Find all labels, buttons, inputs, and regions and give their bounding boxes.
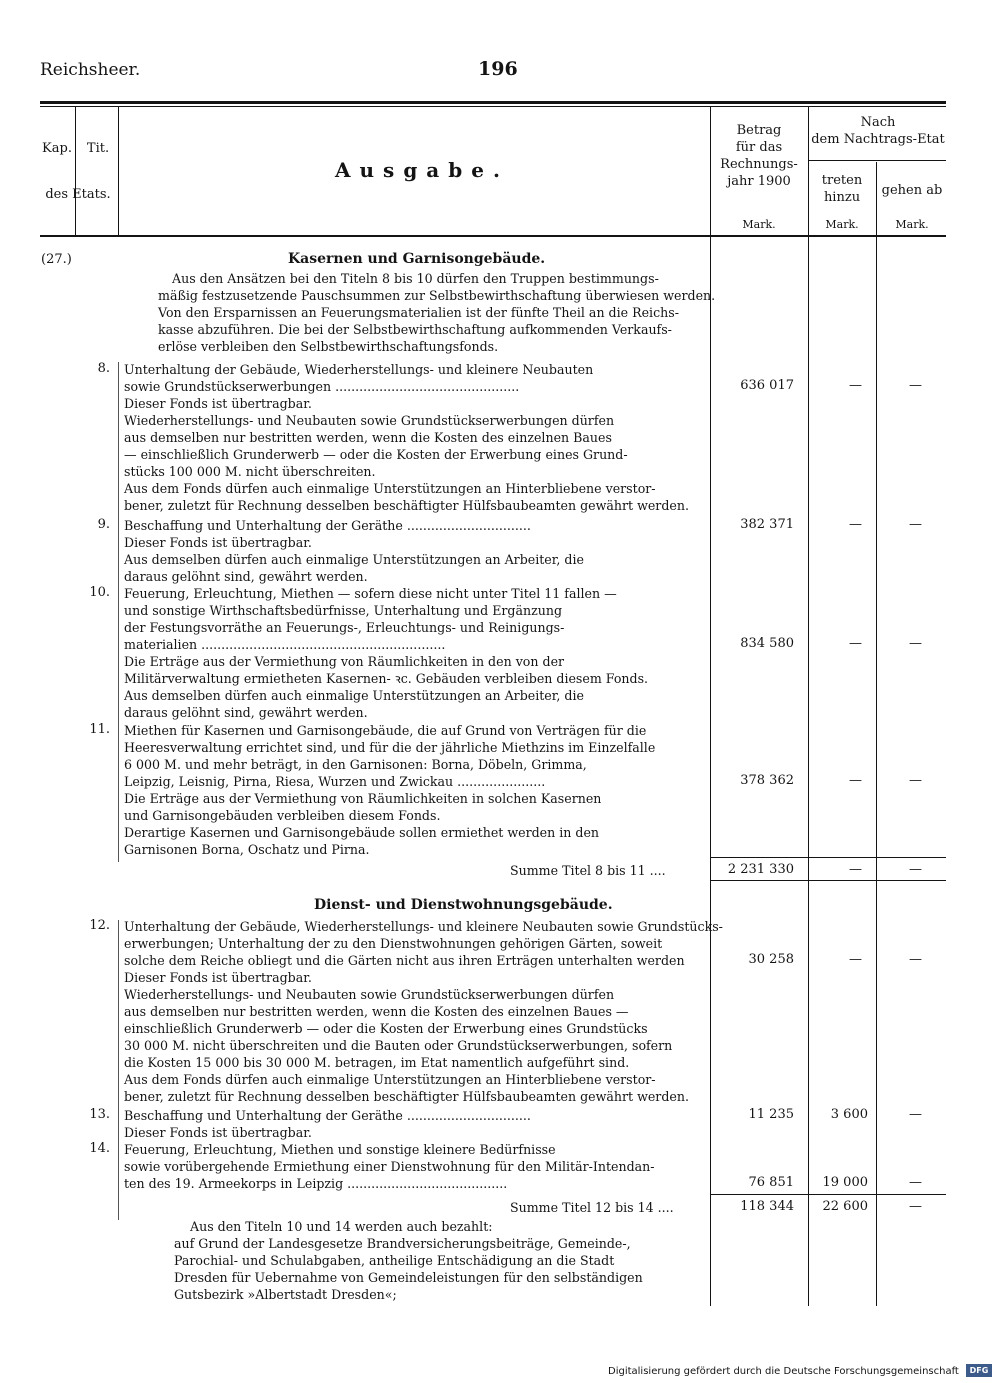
text-line: Dieser Fonds ist übertragbar. — [124, 396, 312, 411]
text-line: sowie Grundstückserwerbungen .............................................. — [124, 379, 520, 394]
col-sep-text — [710, 106, 711, 1306]
text-line: Dieser Fonds ist übertragbar. — [124, 535, 312, 550]
note-line: Parochial- und Schulabgaben, antheilige Entschädigung an die Stadt — [174, 1253, 615, 1268]
text-line: 6 000 M. und mehr beträgt, in den Garnisonen: Borna, Döbeln, Grimma, — [124, 757, 587, 772]
sum-amount: 2 231 330 — [727, 862, 794, 877]
amount-t14: 76 851 — [748, 1175, 794, 1190]
text-line: solche dem Reiche obliegt und die Gärten nicht aus ihren Erträgen unterhalten werden — [124, 953, 685, 968]
kap-number: (27.) — [41, 252, 72, 267]
treten-t9: — — [849, 517, 862, 532]
top-rule-thin — [40, 106, 946, 107]
gehen-t8: — — [909, 378, 922, 393]
betrag-header — [712, 122, 806, 190]
treten-t8: — — [849, 378, 862, 393]
text-line: der Festungsvorräthe an Feuerungs-, Erleuchtungs- und Reinigungs- — [124, 620, 565, 635]
text-line: stücks 100 000 M. nicht überschreiten. — [124, 464, 376, 479]
note-line: Dresden für Uebernahme von Gemeindeleistungen für den selbständigen — [174, 1270, 643, 1285]
col-sep-kap — [75, 106, 76, 236]
treten-header — [810, 172, 874, 206]
tit-header: Tit. — [86, 141, 110, 156]
text-line: Dieser Fonds ist übertragbar. — [124, 1125, 312, 1140]
text-line: Unterhaltung der Gebäude, Wiederherstellungs- und kleinere Neubauten sowie Grundstücks- — [124, 919, 723, 934]
text-line: Dieser Fonds ist übertragbar. — [124, 970, 312, 985]
kap-header: Kap. — [42, 141, 72, 156]
text-line: materialien ............................................................. — [124, 637, 446, 652]
nach-line-1: Nach — [860, 115, 896, 130]
text-line: Aus dem Fonds dürfen auch einmalige Unterstützungen an Hinterbliebene verstor- — [124, 1072, 656, 1087]
section-title-kasernen: Kasernen und Garnisongebäude. — [288, 251, 546, 267]
sum-treten: 22 600 — [822, 1199, 868, 1214]
betrag-line-3: Rechnungs- — [720, 157, 798, 172]
amount-t11: 378 362 — [740, 773, 794, 788]
dfg-logo-icon: DFG — [966, 1364, 992, 1377]
gehen-t14: — — [909, 1175, 922, 1190]
text-line: Aus demselben dürfen auch einmalige Unterstützungen an Arbeiter, die — [124, 552, 584, 567]
titel-number: 13. — [89, 1107, 110, 1122]
amount-t9: 382 371 — [740, 517, 794, 532]
text-line: die Kosten 15 000 bis 30 000 M. betragen, im Etat namentlich aufgeführt sind. — [124, 1055, 630, 1070]
text-line: Wiederherstellungs- und Neubauten sowie Grundstückserwerbungen dürfen — [124, 987, 615, 1002]
titel-number: 10. — [89, 585, 110, 600]
text-line: bener, zuletzt für Rechnung desselben beschäftigter Hülfsbaubeamten gewährt werden. — [124, 498, 689, 513]
text-line: Aus demselben dürfen auch einmalige Unterstützungen an Arbeiter, die — [124, 688, 584, 703]
footer-credit: Digitalisierung gefördert durch die Deutsche Forschungsgemeinschaft — [608, 1366, 959, 1377]
sum-label: Summe Titel 12 bis 14 .... — [510, 1200, 674, 1215]
text-line: erwerbungen; Unterhaltung der zu den Dienstwohnungen gehörigen Gärten, soweit — [124, 936, 663, 951]
treten-line-2: hinzu — [823, 190, 861, 205]
amount-t13: 11 235 — [748, 1107, 794, 1122]
amount-t12: 30 258 — [748, 952, 794, 967]
sum-label: Summe Titel 8 bis 11 .... — [510, 863, 666, 878]
nach-header — [810, 114, 946, 148]
text-line: Unterhaltung der Gebäude, Wiederherstellungs- und kleinere Neubauten — [124, 362, 594, 377]
sum-gehen: — — [909, 1199, 922, 1214]
sum-gehen: — — [909, 862, 922, 877]
text-line: aus demselben nur bestritten werden, wenn die Kosten des einzelnen Baues — [124, 430, 612, 445]
text-line: Die Erträge aus der Vermiethung von Räumlichkeiten in solchen Kasernen — [124, 791, 602, 806]
gehen-t9: — — [909, 517, 922, 532]
sum-amount: 118 344 — [740, 1199, 794, 1214]
text-line: und Garnisongebäuden verbleiben diesem Fonds. — [124, 808, 441, 823]
betrag-line-4: jahr 1900 — [727, 174, 791, 189]
text-line: Militärverwaltung ermietheten Kasernen- ꝛc. Gebäuden verbleiben diesem Fonds. — [124, 671, 649, 686]
titel-number: 14. — [89, 1141, 110, 1156]
titel-number: 8. — [97, 361, 110, 376]
text-line: Aus dem Fonds dürfen auch einmalige Unterstützungen an Hinterbliebene verstor- — [124, 481, 656, 496]
header-bottom-rule — [40, 235, 946, 237]
mark-unit-betrag: Mark. — [742, 218, 776, 231]
text-line: — einschließlich Grunderwerb — oder die Kosten der Erwerbung eines Grund- — [124, 447, 628, 462]
treten-t12: — — [849, 952, 862, 967]
text-line: einschließlich Grunderwerb — oder die Kosten der Erwerbung eines Grundstücks — [124, 1021, 648, 1036]
intro-line: erlöse verbleiben den Selbstbewirthschaftungsfonds. — [158, 339, 499, 354]
gehen-t10: — — [909, 636, 922, 651]
gehen-header: gehen ab — [881, 183, 943, 198]
text-line: Garnisonen Borna, Oschatz und Pirna. — [124, 842, 370, 857]
text-line: Feuerung, Erleuchtung, Miethen und sonstige kleinere Bedürfnisse — [124, 1142, 556, 1157]
text-line: Derartige Kasernen und Garnisongebäude sollen ermiethet werden in den — [124, 825, 600, 840]
sum-rule-bottom — [710, 880, 946, 881]
col-sep-treten — [876, 162, 877, 1306]
col-sep-tit-body — [118, 362, 119, 862]
col-sep-tit — [118, 106, 119, 236]
treten-t14: 19 000 — [822, 1175, 868, 1190]
text-line: sowie vorübergehende Ermiethung einer Dienstwohnung für den Militär-Intendan- — [124, 1159, 655, 1174]
gehen-t12: — — [909, 952, 922, 967]
intro-line: Von den Ersparnissen an Feuerungsmaterialien ist der fünfte Theil an die Reichs- — [158, 305, 679, 320]
page-number: 196 — [478, 58, 518, 80]
text-line: ten des 19. Armeekorps in Leipzig ........................................ — [124, 1176, 508, 1191]
text-line: aus demselben nur bestritten werden, wenn die Kosten des einzelnen Baues — — [124, 1004, 629, 1019]
text-line: daraus gelöhnt sind, gewährt werden. — [124, 569, 368, 584]
col-sep-betrag — [808, 106, 809, 1306]
text-line: und sonstige Wirthschaftsbedürfnisse, Unterhaltung und Ergänzung — [124, 603, 563, 618]
mark-unit-treten: Mark. — [825, 218, 859, 231]
des-etats-header: des Etats. — [45, 187, 111, 202]
col-sep-tit-body2 — [118, 920, 119, 1220]
titel-number: 11. — [89, 722, 110, 737]
note-line: Gutsbezirk »Albertstadt Dresden«; — [174, 1287, 397, 1302]
intro-line: Aus den Ansätzen bei den Titeln 8 bis 10 dürfen den Truppen bestimmungs- — [172, 271, 659, 286]
text-line: Wiederherstellungs- und Neubauten sowie Grundstückserwerbungen dürfen — [124, 413, 615, 428]
treten-t10: — — [849, 636, 862, 651]
amount-t8: 636 017 — [740, 378, 794, 393]
betrag-line-1: Betrag — [736, 123, 782, 138]
treten-t11: — — [849, 773, 862, 788]
treten-t13: 3 600 — [830, 1107, 868, 1122]
intro-line: mäßig festzusetzende Pauschsummen zur Selbstbewirthschaftung überwiesen werden. — [158, 288, 716, 303]
text-line: Beschaffung und Unterhaltung der Geräthe ............................... — [124, 1108, 531, 1123]
gehen-t13: — — [909, 1107, 922, 1122]
running-head: Reichsheer. — [40, 60, 141, 80]
text-line: bener, zuletzt für Rechnung desselben beschäftigter Hülfsbaubeamten gewährt werden. — [124, 1089, 689, 1104]
nach-line-2: dem Nachtrags-Etat — [811, 132, 945, 147]
text-line: daraus gelöhnt sind, gewährt werden. — [124, 705, 368, 720]
section-title-dienst: Dienst- und Dienstwohnungsgebäude. — [314, 897, 613, 913]
sum-rule — [710, 1194, 946, 1195]
intro-line: kasse abzuführen. Die bei der Selbstbewirthschaftung aufkommenden Verkaufs- — [158, 322, 672, 337]
text-line: Beschaffung und Unterhaltung der Geräthe ............................... — [124, 518, 531, 533]
gehen-t11: — — [909, 773, 922, 788]
mark-unit-gehen: Mark. — [895, 218, 929, 231]
text-line: Leipzig, Leisnig, Pirna, Riesa, Wurzen und Zwickau ...................... — [124, 774, 546, 789]
text-line: Heeresverwaltung errichtet sind, und für die der jährliche Miethzins im Einzelfalle — [124, 740, 656, 755]
treten-line-1: treten — [821, 173, 863, 188]
text-line: Feuerung, Erleuchtung, Miethen — sofern diese nicht unter Titel 11 fallen — — [124, 586, 617, 601]
text-line: Miethen für Kasernen und Garnisongebäude, die auf Grund von Verträgen für die — [124, 723, 647, 738]
note-line: auf Grund der Landesgesetze Brandversicherungsbeiträge, Gemeinde-, — [174, 1236, 631, 1251]
ausgabe-title: Ausgabe. — [335, 158, 509, 182]
titel-number: 9. — [97, 517, 110, 532]
titel-number: 12. — [89, 918, 110, 933]
text-line: Die Erträge aus der Vermiethung von Räumlichkeiten in den von der — [124, 654, 565, 669]
sum-treten: — — [849, 862, 862, 877]
amount-t10: 834 580 — [740, 636, 794, 651]
betrag-line-2: für das — [735, 140, 783, 155]
nach-sub-rule — [808, 160, 946, 161]
note-line: Aus den Titeln 10 und 14 werden auch bezahlt: — [190, 1219, 493, 1234]
sum-rule — [710, 857, 946, 858]
text-line: 30 000 M. nicht überschreiten und die Bauten oder Grundstückserwerbungen, sofern — [124, 1038, 673, 1053]
top-rule — [40, 101, 946, 104]
